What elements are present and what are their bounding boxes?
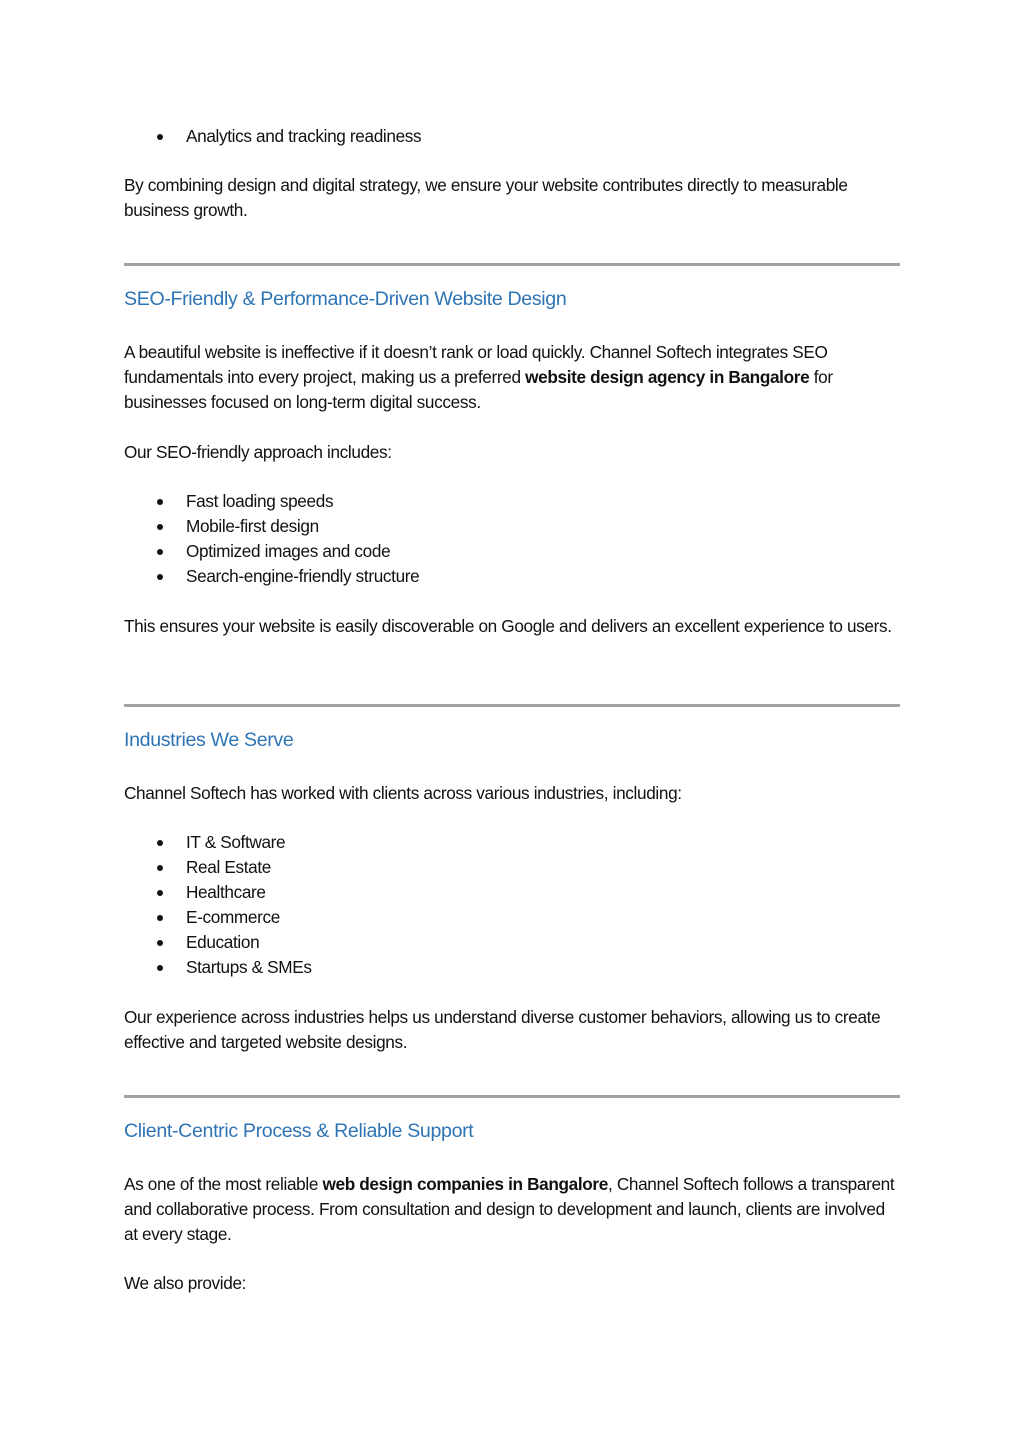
list-item-text: Fast loading speeds [186, 491, 334, 511]
paragraph-text: As one of the most reliable [124, 1174, 323, 1194]
section-divider [124, 263, 900, 266]
paragraph-text: A beautiful website is ineffective if it doesn’t rank or load quickly. Channel Softech integrates SEO fundamentals into every project, making us a preferred [124, 342, 828, 387]
bullet-icon [157, 840, 163, 846]
list-item-text: Education [186, 932, 260, 953]
list-item-text: Real Estate [186, 857, 271, 878]
list-item [124, 905, 900, 930]
bullet-icon [157, 965, 163, 971]
list-item-text: Analytics and tracking readiness [186, 126, 422, 146]
bullet-icon [157, 890, 163, 896]
section-heading-seo: SEO-Friendly & Performance-Driven Website Design [124, 288, 567, 310]
section-divider [124, 1095, 900, 1098]
bullet-icon [157, 549, 163, 555]
bullet-icon [157, 574, 163, 580]
industries-bullet-list [124, 830, 900, 981]
list-item [124, 539, 900, 564]
seo-intro-paragraph [124, 340, 900, 415]
process-intro-paragraph [124, 1172, 900, 1247]
list-item [124, 930, 900, 955]
bullet-icon [157, 134, 163, 140]
list-item [124, 564, 900, 589]
list-item [124, 489, 900, 514]
list-item-text: Startups & SMEs [186, 957, 312, 978]
list-item [124, 124, 900, 149]
bullet-icon [157, 499, 163, 505]
bullet-icon [157, 940, 163, 946]
list-item-text: Mobile-first design [186, 516, 319, 537]
section-heading-industries: Industries We Serve [124, 729, 294, 751]
bullet-icon [157, 915, 163, 921]
seo-closing-paragraph: This ensures your website is easily discoverable on Google and delivers an excellent experience to users. [124, 616, 892, 636]
intro-bullet-list [124, 124, 900, 149]
list-item [124, 855, 900, 880]
keyword-bold: web design companies in Bangalore [322, 1174, 608, 1194]
industries-closing-paragraph: Our experience across industries helps us understand diverse customer behaviors, allowing us to create effective and targeted website designs. [124, 1007, 881, 1052]
list-item [124, 514, 900, 539]
seo-lead-paragraph: Our SEO-friendly approach includes: [124, 442, 392, 462]
section-divider [124, 704, 900, 707]
industries-lead-paragraph: Channel Softech has worked with clients across various industries, including: [124, 783, 682, 803]
paragraph-text: for businesses focused on long-term digital success. [124, 367, 833, 412]
list-item [124, 955, 900, 980]
process-lead-paragraph: We also provide: [124, 1273, 247, 1293]
paragraph-text: , Channel Softech follows a transparent and collaborative process. From consultation and design to development and launch, clients are involved at every stage. [124, 1174, 895, 1244]
list-item-text: IT & Software [186, 832, 286, 852]
list-item [124, 880, 900, 905]
intro-closing-paragraph: By combining design and digital strategy, we ensure your website contributes directly to measurable business growth. [124, 175, 848, 220]
list-item-text: Search-engine-friendly structure [186, 566, 420, 587]
seo-bullet-list [124, 489, 900, 589]
list-item-text: Healthcare [186, 882, 266, 903]
section-heading-process: Client-Centric Process & Reliable Support [124, 1120, 474, 1142]
list-item-text: Optimized images and code [186, 541, 391, 562]
list-item [124, 830, 900, 855]
keyword-bold: website design agency in Bangalore [525, 367, 810, 387]
bullet-icon [157, 524, 163, 530]
bullet-icon [157, 865, 163, 871]
list-item-text: E-commerce [186, 907, 280, 928]
